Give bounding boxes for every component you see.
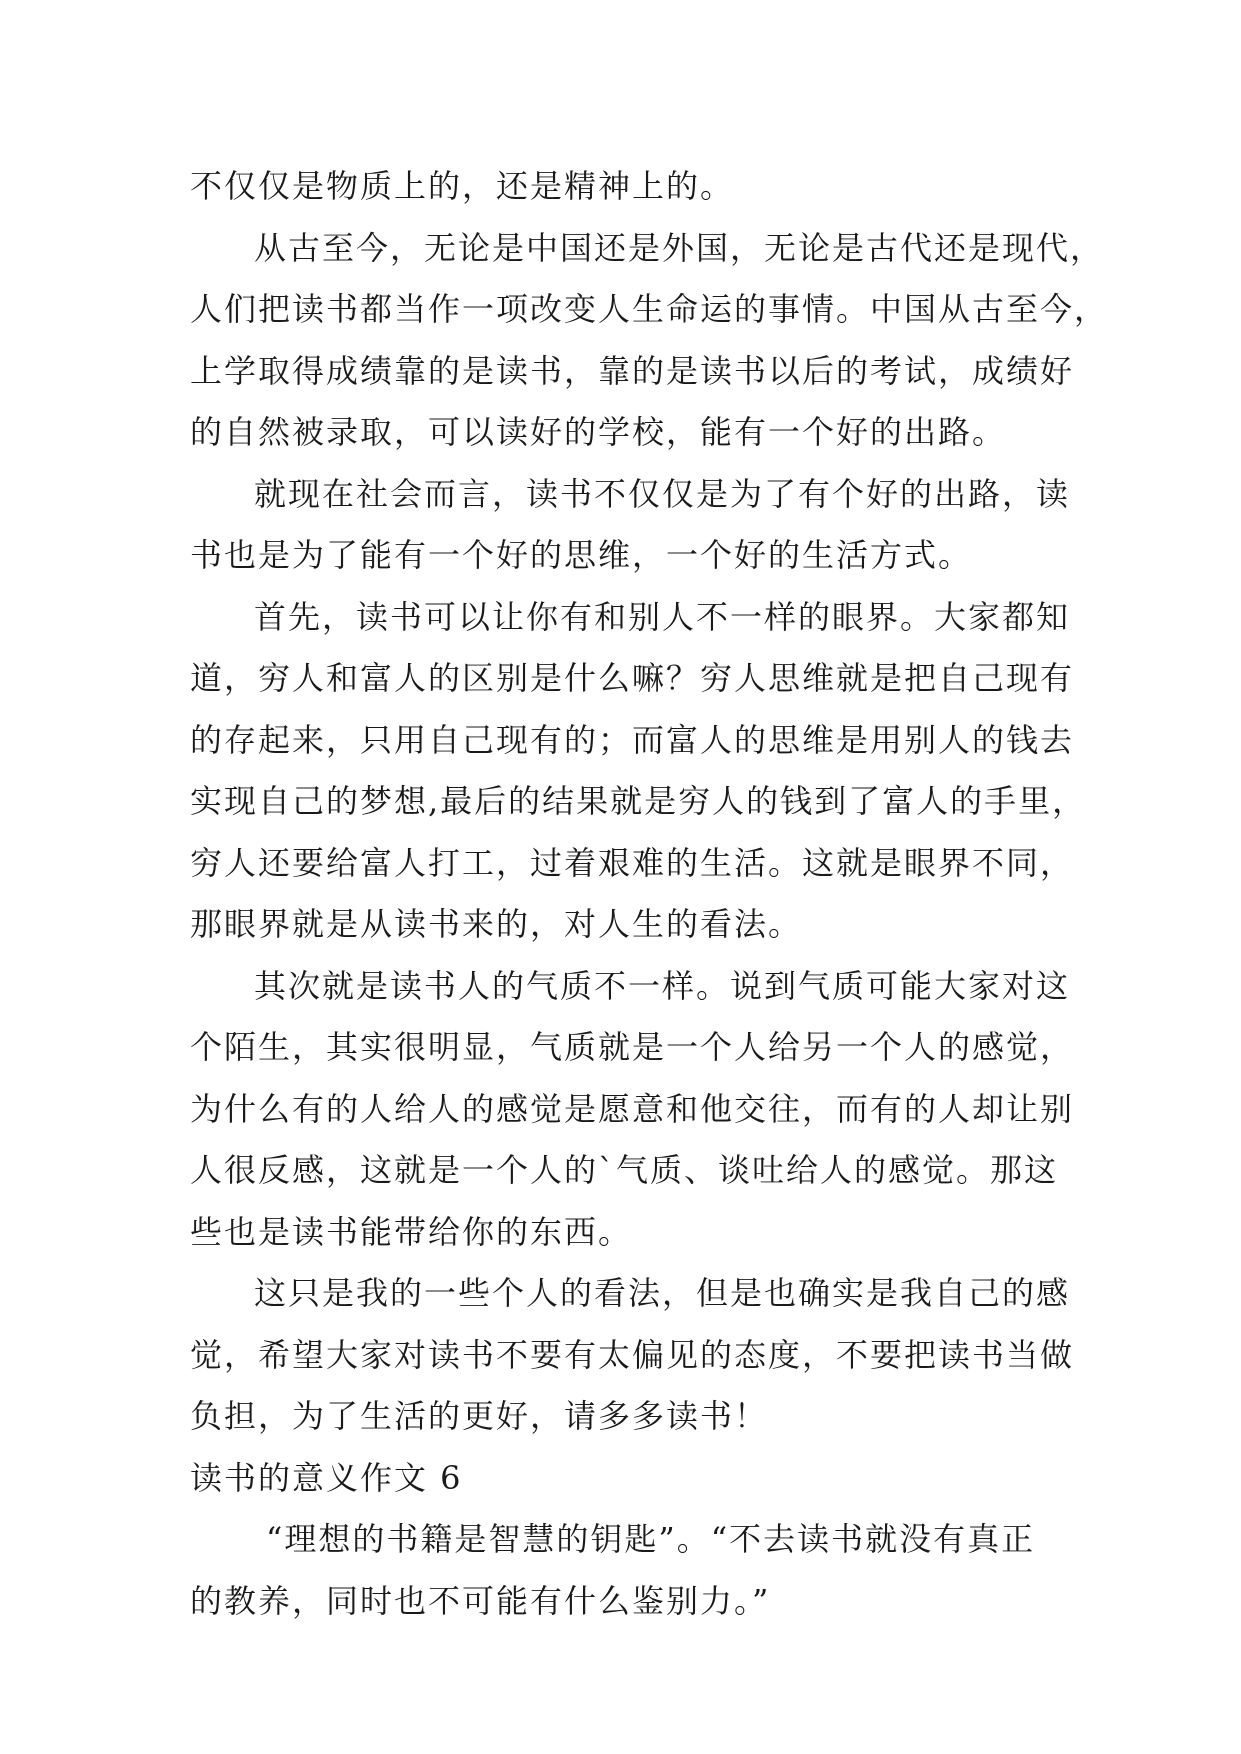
text-line: 些也是读书能带给你的东西。	[190, 1212, 633, 1251]
text-line: 的存起来，只用自己现有的；而富人的思维是用别人的钱去	[190, 720, 1075, 759]
text-line: 那眼界就是从读书来的，对人生的看法。	[190, 905, 803, 943]
text-line: 不仅仅是物质上的，还是精神上的。	[190, 167, 735, 205]
text-line: 书也是为了能有一个好的思维，一个好的生活方式。	[190, 536, 973, 574]
text-line: 首先，读书可以让你有和别人不一样的眼界。大家都知	[254, 597, 1071, 636]
text-line: 人很反感，这就是一个人的`气质、谈吐给人的感觉。那这	[190, 1151, 1059, 1189]
text-line: 上学取得成绩靠的是读书，靠的是读书以后的考试，成绩好	[190, 351, 1075, 390]
text-line: 道，穷人和富人的区别是什么嘛？穷人思维就是把自己现有	[190, 659, 1075, 697]
text-line: 负担，为了生活的更好，请多多读书！	[190, 1397, 769, 1435]
document-body	[190, 156, 1109, 1632]
text-line: 个陌生，其实很明显，气质就是一个人给另一个人的感觉，	[190, 1028, 1075, 1066]
text-line: 穷人还要给富人打工，过着艰难的生活。这就是眼界不同，	[190, 843, 1075, 882]
text-line: 从古至今，无论是中国还是外国，无论是古代还是现代，	[254, 228, 1105, 267]
text-line: 人们把读书都当作一项改变人生命运的事情。中国从古至今，	[190, 290, 1109, 328]
text-line: 为什么有的人给人的感觉是愿意和他交往，而有的人却让别	[190, 1089, 1075, 1128]
text-line: 实现自己的梦想,最后的结果就是穷人的钱到了富人的手里，	[190, 782, 1087, 820]
text-line: “理想的书籍是智慧的钥匙”。“不去读书就没有真正	[266, 1520, 1036, 1558]
section-heading: 读书的意义作文 6	[190, 1458, 463, 1497]
text-line: 的自然被录取，可以读好的学校，能有一个好的出路。	[190, 413, 1007, 451]
text-line: 的教养，同时也不可能有什么鉴别力。”	[190, 1581, 771, 1620]
text-line: 就现在社会而言，读书不仅仅是为了有个好的出路，读	[254, 474, 1071, 513]
text-line: 觉，希望大家对读书不要有太偏见的态度，不要把读书当做	[190, 1335, 1075, 1374]
text-line: 这只是我的一些个人的看法，但是也确实是我自己的感	[254, 1274, 1071, 1312]
text-line: 其次就是读书人的气质不一样。说到气质可能大家对这	[254, 966, 1071, 1005]
